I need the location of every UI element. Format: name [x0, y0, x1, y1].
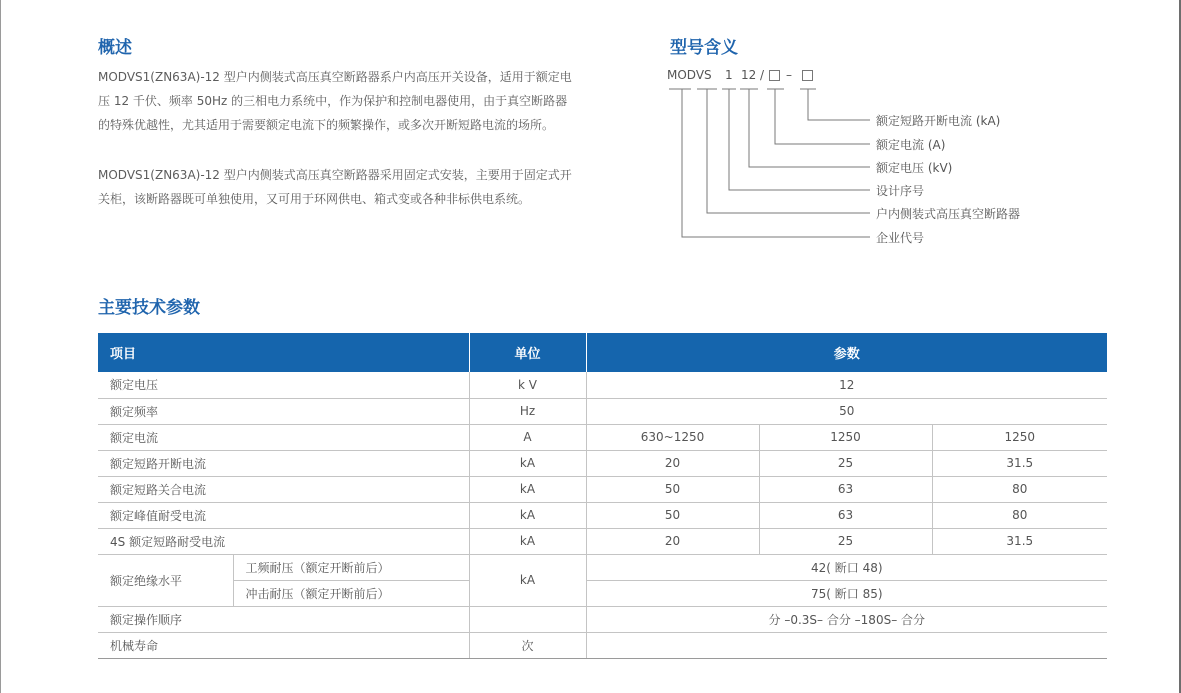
model-meaning-title: 型号含义 [670, 38, 738, 58]
table-row [98, 424, 1107, 450]
model-legend-company-code: 企业代号 [876, 231, 925, 245]
row-unit: kA [469, 528, 586, 554]
table-row [98, 606, 1107, 632]
row-item: 额定短路关合电流 [98, 476, 469, 502]
row-value-3: 80 [932, 502, 1107, 528]
row-unit: k V [469, 372, 586, 398]
table-row [98, 476, 1107, 502]
insulation-item: 额定绝缘水平 [98, 554, 233, 606]
table-row [98, 580, 1107, 606]
table-row [98, 372, 1107, 398]
row-value-2: 63 [759, 476, 932, 502]
table-row [98, 632, 1107, 658]
header-params: 参数 [586, 333, 1107, 372]
insulation-unit: kA [469, 554, 586, 606]
table-row [98, 502, 1107, 528]
row-item: 额定短路开断电流 [98, 450, 469, 476]
insulation-sub-power-frequency: 工频耐压（额定开断前后） [233, 554, 469, 580]
specs-title: 主要技术参数 [98, 298, 200, 318]
row-value-1: 50 [586, 502, 759, 528]
operation-item: 额定操作顺序 [98, 606, 469, 632]
model-legend-breaker-type: 户内侧装式高压真空断路器 [876, 207, 1021, 221]
model-legend-rated-voltage: 额定电压 (kV) [876, 161, 953, 175]
model-code-box-current [769, 70, 780, 81]
row-value-1: 20 [586, 528, 759, 554]
row-value-3: 31.5 [932, 528, 1107, 554]
row-value-1: 50 [586, 476, 759, 502]
row-value-1: 20 [586, 450, 759, 476]
row-item: 额定电流 [98, 424, 469, 450]
row-value-3: 1250 [932, 424, 1107, 450]
row-unit: kA [469, 450, 586, 476]
model-code-prefix: MODVS [667, 68, 712, 82]
operation-unit [469, 606, 586, 632]
row-item: 额定电压 [98, 372, 469, 398]
life-item: 机械寿命 [98, 632, 469, 658]
overview-paragraph-1: MODVS1(ZN63A)-12 型户内侧装式高压真空断路器系户内高压开关设备，适用于额定电压 12 千伏、频率 50Hz 的三相电力系统中，作为保护和控制电器使用，由于真空断路器的特殊优越性，尤其适用于需要额定电流下的频繁操作，或多次开断短路电流的场所。 [98, 70, 572, 132]
specs-header-row [98, 333, 1107, 372]
specs-table [98, 333, 1107, 659]
header-item: 项目 [98, 333, 469, 372]
life-unit: 次 [469, 632, 586, 658]
operation-value: 分 –0.3S– 合分 –180S– 合分 [586, 606, 1107, 632]
row-unit: kA [469, 476, 586, 502]
row-item: 额定峰值耐受电流 [98, 502, 469, 528]
model-legend-breaking-current: 额定短路开断电流 (kA) [876, 114, 1001, 128]
overview-title: 概述 [98, 38, 132, 58]
row-value: 12 [586, 372, 1107, 398]
row-value-2: 25 [759, 450, 932, 476]
row-value-2: 25 [759, 528, 932, 554]
row-item: 4S 额定短路耐受电流 [98, 528, 469, 554]
row-value-2: 1250 [759, 424, 932, 450]
model-code-slash: / [760, 68, 765, 82]
row-value-2: 63 [759, 502, 932, 528]
model-code-box-breaking [802, 70, 813, 81]
model-code-voltage: 12 [741, 68, 757, 82]
insulation-value-power-frequency: 42( 断口 48) [586, 554, 1107, 580]
model-legend-design-serial: 设计序号 [876, 184, 925, 198]
row-value-3: 80 [932, 476, 1107, 502]
model-legend-rated-current: 额定电流 (A) [876, 138, 946, 152]
page-left-edge [0, 0, 1, 693]
insulation-value-impulse: 75( 断口 85) [586, 580, 1107, 606]
row-value: 50 [586, 398, 1107, 424]
life-value [586, 632, 1107, 658]
row-unit: A [469, 424, 586, 450]
row-unit: Hz [469, 398, 586, 424]
insulation-sub-impulse: 冲击耐压（额定开断前后） [233, 580, 469, 606]
table-row [98, 528, 1107, 554]
model-code-dash: – [786, 68, 792, 82]
row-value-3: 31.5 [932, 450, 1107, 476]
table-row [98, 450, 1107, 476]
row-unit: kA [469, 502, 586, 528]
table-row [98, 398, 1107, 424]
row-item: 额定频率 [98, 398, 469, 424]
row-value-1: 630~1250 [586, 424, 759, 450]
overview-paragraph-2: MODVS1(ZN63A)-12 型户内侧装式高压真空断路器采用固定式安装，主要用于固定式开关柜，该断路器既可单独使用，又可用于环网供电、箱式变或各种非标供电系统。 [98, 168, 572, 206]
header-unit: 单位 [469, 333, 586, 372]
model-code-digit: 1 [725, 68, 733, 82]
table-row [98, 554, 1107, 580]
